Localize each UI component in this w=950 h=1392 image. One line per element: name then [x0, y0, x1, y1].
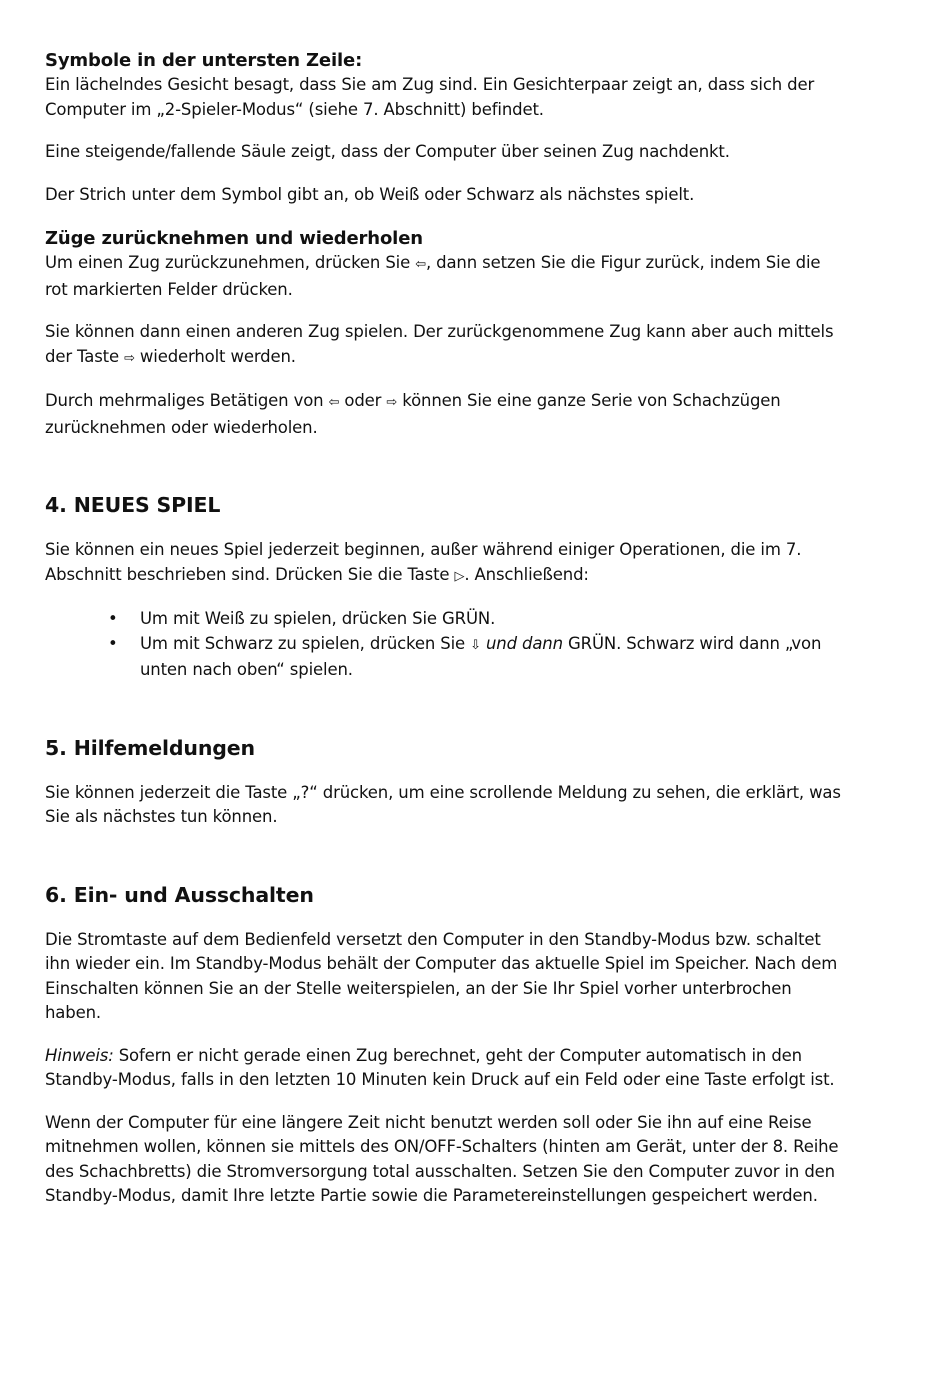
takeback-heading: Züge zurücknehmen und wiederholen: [45, 228, 423, 249]
back-arrow-icon: ⇦: [328, 395, 340, 410]
new-game-paragraph: Sie können ein neues Spiel jederzeit beginnen, außer während einiger Operationen, die im 7. Abschnitt beschrieben sind. Drücken Sie die Taste ▷. Anschließend:: [45, 540, 802, 584]
takeback-paragraph-3: Durch mehrmaliges Betätigen von ⇦ oder ⇨ können Sie eine ganze Serie von Schachzügen zurücknehmen oder wiederholen.: [45, 391, 781, 437]
forward-arrow-icon: ⇨: [124, 350, 135, 366]
power-paragraph-3: Wenn der Computer für eine längere Zeit nicht benutzt werden soll oder Sie ihn auf eine Reise mitnehmen wollen, können sie mittels des ON/OFF-Schalters (hinten am Gerät, unter der 8. Reihe des Schachbretts) die Stromversorgung total ausschalten. Setzen Sie den Computer zuvor in den Standby-Modus, damit Ihre letzte Partie sowie die Parametereinstellungen gespeichert werden.: [45, 1112, 839, 1205]
power-paragraph-1: Die Stromtaste auf dem Bedienfeld versetzt den Computer in den Standby-Modus bzw. schaltet ihn wieder ein. Im Standby-Modus behält der Computer das aktuelle Spiel im Speicher. Nach dem Einschalten können Sie an der Stelle weiterspielen, an der Sie Ihr Spiel vorher unterbrochen haben.: [45, 929, 838, 1022]
play-icon: ▷: [454, 568, 465, 584]
new-game-list: [45, 607, 845, 683]
takeback-paragraph-1: Um einen Zug zurückzunehmen, drücken Sie ⇦, dann setzen Sie die Figur zurück, indem Sie die rot markierten Felder drücken.: [45, 253, 821, 299]
back-arrow-icon: ⇦: [415, 257, 426, 272]
symbols-paragraph-2: Eine steigende/fallende Säule zeigt, dass der Computer über seinen Zug nachdenkt.: [45, 142, 730, 161]
symbols-paragraph-1: Ein lächelndes Gesicht besagt, dass Sie am Zug sind. Ein Gesichterpaar zeigt an, dass sich der Computer im „2-Spieler-Modus“ (siehe 7. Abschnitt) befindet.: [45, 75, 815, 119]
bullet-icon: •: [108, 609, 118, 628]
forward-arrow-icon: ⇨: [386, 395, 398, 410]
list-item: • Um mit Schwarz zu spielen, drücken Sie ⇩ und dann GRÜN. Schwarz wird dann „von unten nach oben“ spielen.: [108, 633, 822, 679]
bullet-icon: •: [108, 633, 118, 653]
section-5-heading: 5. Hilfemeldungen: [45, 735, 255, 760]
symbols-paragraph-3: Der Strich unter dem Symbol gibt an, ob Weiß oder Schwarz als nächstes spielt.: [45, 184, 695, 204]
help-paragraph: Sie können jederzeit die Taste „?“ drücken, um eine scrollende Meldung zu sehen, die erklärt, was Sie als nächstes tun können.: [45, 782, 841, 826]
document-body: [45, 49, 845, 1227]
takeback-paragraph-2: Sie können dann einen anderen Zug spielen. Der zurückgenommene Zug kann aber auch mittels der Taste ⇨ wiederholt werden.: [45, 322, 834, 366]
power-note: Hinweis: Sofern er nicht gerade einen Zug berechnet, geht der Computer automatisch in den Standby-Modus, falls in den letzten 10 Minuten kein Druck auf ein Feld oder eine Taste erfolgt ist.: [45, 1045, 835, 1089]
section-6-heading: 6. Ein- und Ausschalten: [45, 882, 314, 907]
note-label: Hinweis:: [45, 1045, 114, 1065]
section-4-heading: 4. NEUES SPIEL: [45, 493, 221, 517]
down-arrow-icon: ⇩: [470, 637, 481, 653]
list-item: • Um mit Weiß zu spielen, drücken Sie GRÜN.: [140, 607, 845, 632]
symbols-heading: Symbole in der untersten Zeile:: [45, 50, 363, 71]
